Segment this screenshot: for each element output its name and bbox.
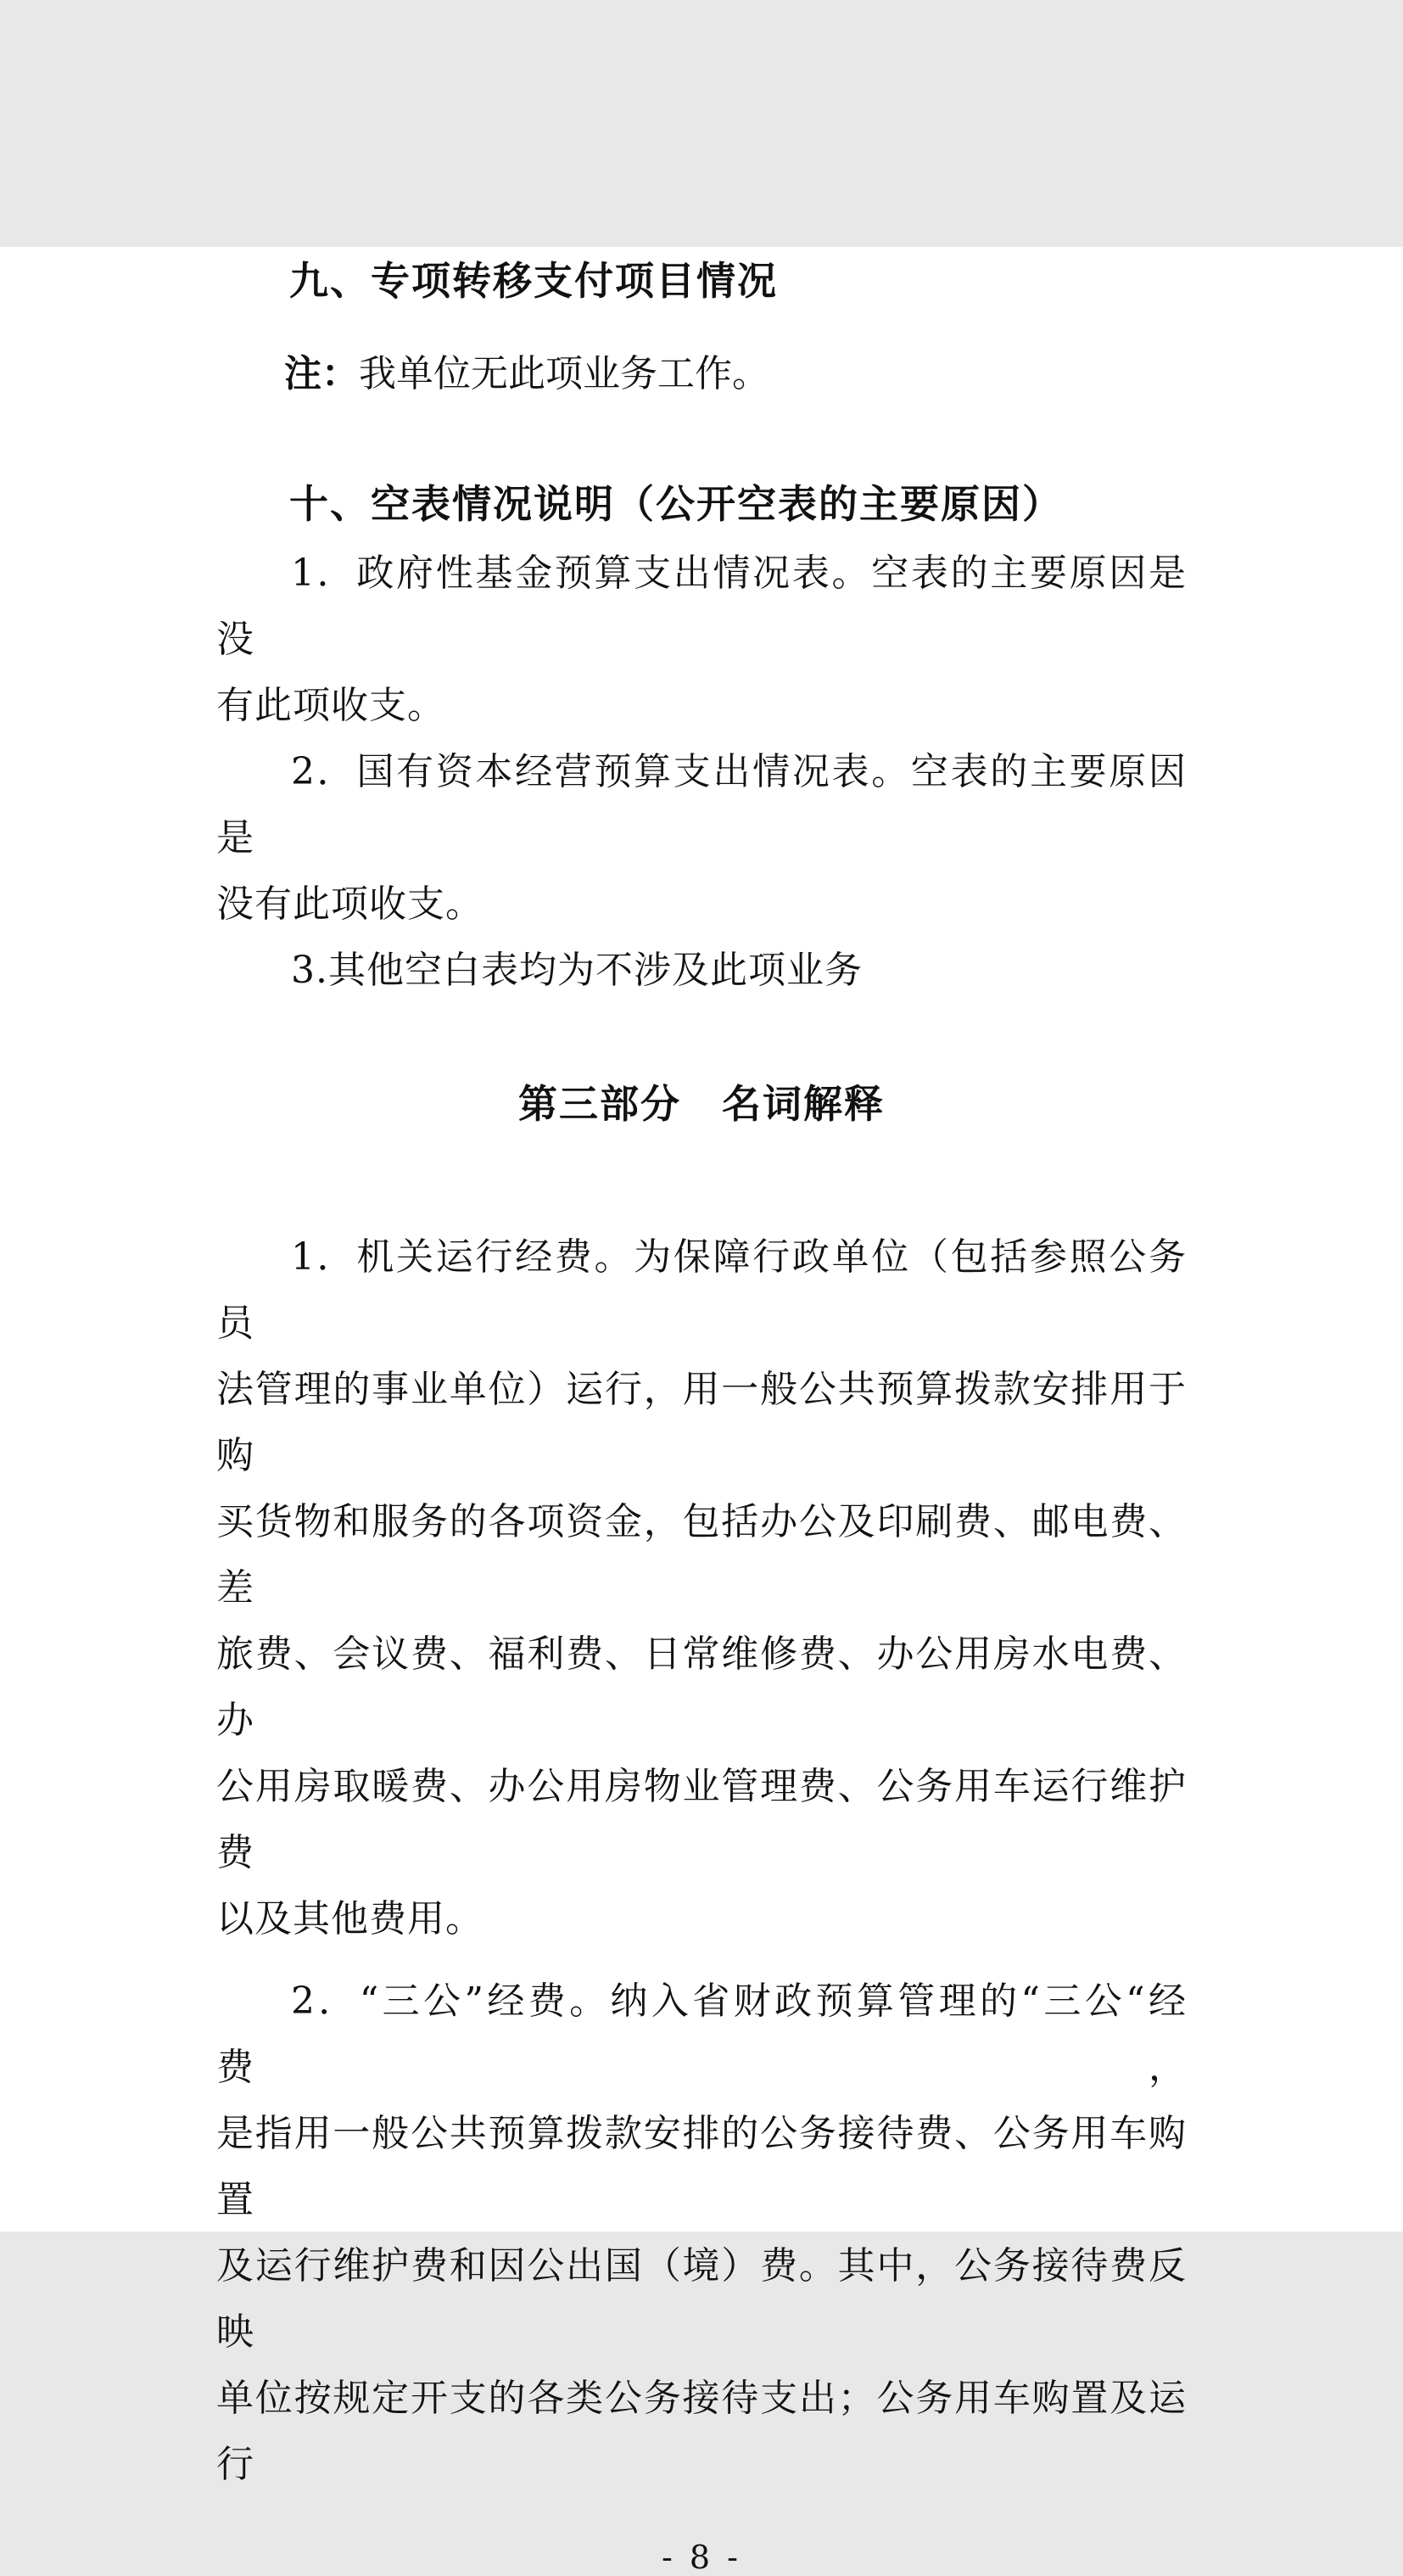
- term-2-line: 及运行维护费和因公出国（境）费。其中，公务接待费反映: [216, 2244, 1187, 2354]
- section-9-heading: 九、专项转移支付项目情况: [289, 259, 778, 303]
- term-1-line: 买货物和服务的各项资金，包括办公及印刷费、邮电费、差: [216, 1500, 1187, 1610]
- section-10-item-1-line: 有此项收支。: [216, 684, 445, 727]
- document-page: [0, 247, 1403, 2576]
- note-prefix-label: 注：: [284, 353, 359, 395]
- page-number: - 8 -: [661, 2539, 741, 2576]
- section-9-note: [216, 340, 1187, 408]
- section-10-heading: 十、空表情况说明（公开空表的主要原因）: [289, 482, 1063, 526]
- section-10-item-2-line: 没有此项收支。: [216, 882, 484, 926]
- section-10-item-3-line: 3.其他空白表均为不涉及此项业务: [291, 949, 863, 992]
- text-block: [0, 247, 1403, 2574]
- section-10-item-1-line: 1．政府性基金预算支出情况表。空表的主要原因是没: [216, 552, 1187, 661]
- term-1-line: 法管理的事业单位）运行，用一般公共预算拨款安排用于购: [216, 1368, 1187, 1477]
- part-3-heading: 第三部分 名词解释: [518, 1082, 885, 1126]
- term-1-line: 1．机关运行经费。为保障行政单位（包括参照公务员: [216, 1235, 1187, 1345]
- term-2-line: 是指用一般公共预算拨款安排的公务接待费、公务用车购置: [216, 2112, 1187, 2221]
- section-10-item-2-line: 2．国有资本经营预算支出情况表。空表的主要原因是: [216, 750, 1187, 860]
- term-1-line: 旅费、会议费、福利费、日常维修费、办公用房水电费、办: [216, 1632, 1187, 1742]
- term-1-line: 以及其他费用。: [216, 1897, 484, 1940]
- term-2-line: 单位按规定开支的各类公务接待支出；公务用车购置及运行: [216, 2377, 1187, 2486]
- term-2-line: 2．“三公”经费。纳入省财政预算管理的“三公“经费，: [216, 1980, 1187, 2089]
- note-text: 我单位无此项业务工作。: [359, 352, 769, 395]
- term-1-line: 公用房取暖费、办公用房物业管理费、公务用车运行维护费: [216, 1765, 1187, 1874]
